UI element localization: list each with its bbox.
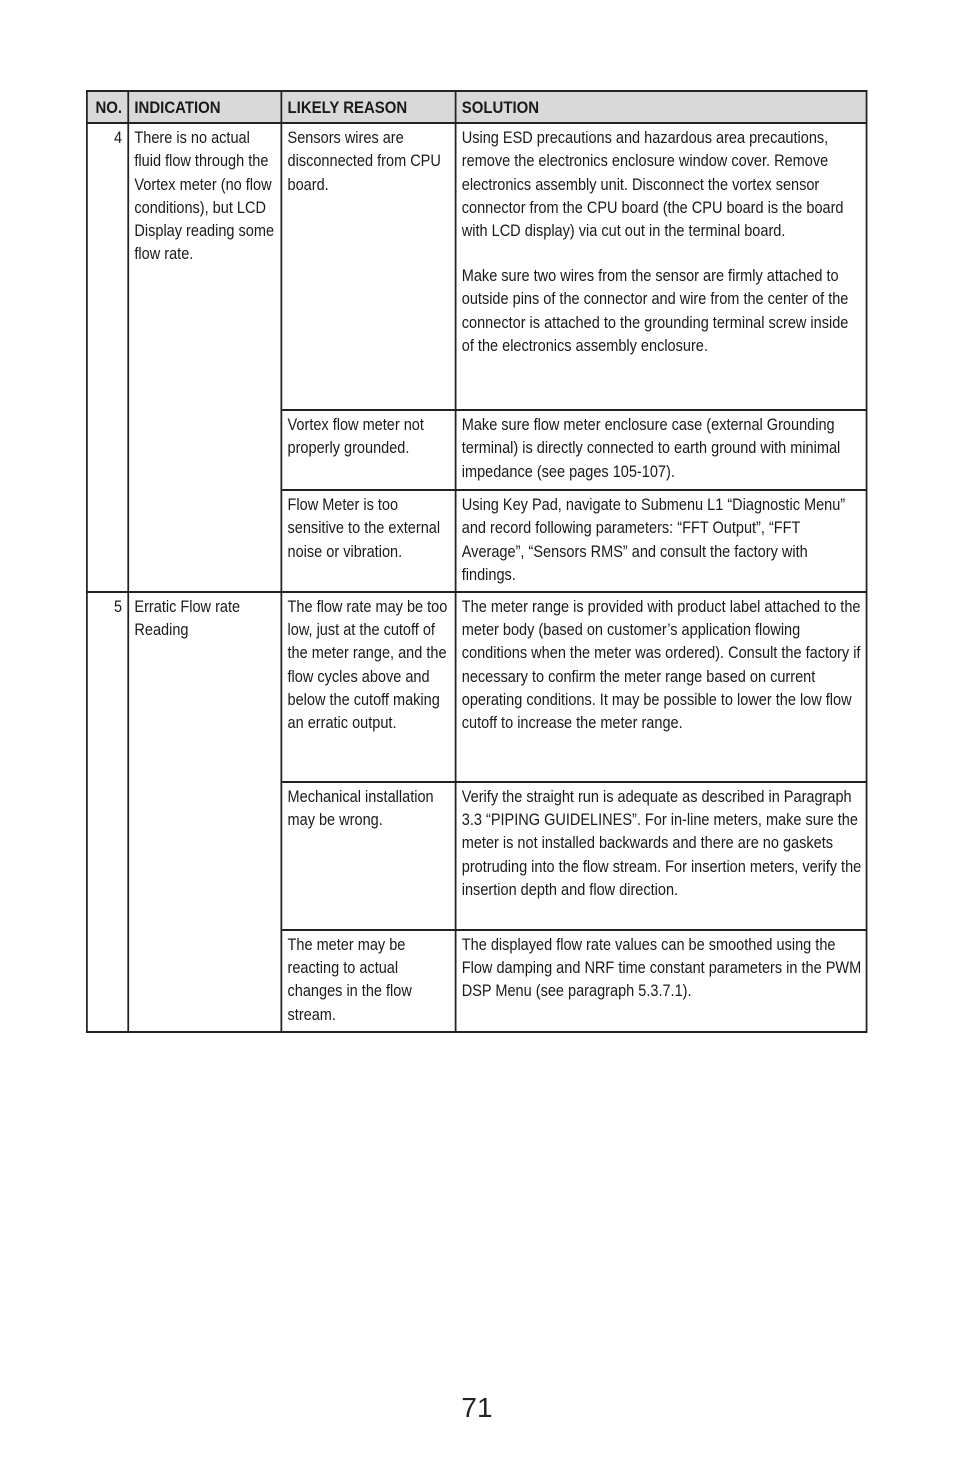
reason-cell: Flow Meter is too sensitive to the external noise or vibration. [281, 490, 455, 592]
table-header-row [87, 91, 867, 123]
header-indication: INDICATION [128, 91, 281, 123]
solution-cell [456, 490, 867, 592]
solution-paragraph: The displayed flow rate values can be smoothed using the Flow damping and NRF time constant parameters in the PWM DSP Menu (see paragraph 5.3.7.1). [461, 936, 862, 1001]
solution-cell [456, 592, 867, 782]
troubleshooting-table [86, 90, 867, 1033]
solution-paragraph: Verify the straight run is adequate as described in Paragraph 3.3 “PIPING GUIDELINES”. For in-line meters, make sure the meter is not installed backwards and there are no gaskets protruding into the flow stream. For insertion meters, verify the insertion depth and flow direction. [461, 788, 862, 899]
solution-cell [456, 123, 867, 410]
table-row [87, 592, 867, 782]
table-row [87, 123, 867, 410]
reason-cell: The flow rate may be too low, just at the cutoff of the meter range, and the flow cycles above and below the cutoff making an erratic output. [281, 592, 455, 782]
indication-cell: Erratic Flow rate Reading [128, 592, 281, 1032]
reason-cell: The meter may be reacting to actual changes in the flow stream. [281, 930, 455, 1032]
header-solution: SOLUTION [456, 91, 867, 123]
row-number: 4 [87, 123, 128, 592]
header-no: NO. [87, 91, 128, 123]
solution-paragraph: The meter range is provided with product label attached to the meter body (based on customer’s application flowing conditions when the meter was ordered). Consult the factory if necessary to confirm the meter range based on current operating conditions. It may be possible to lower the low flow cutoff to increase the meter range. [461, 598, 861, 733]
solution-paragraph: Using Key Pad, navigate to Submenu L1 “Diagnostic Menu” and record following parameters: “FFT Output”, “FFT Average”, “Sensors RMS” and consult the factory with findings. [461, 496, 846, 584]
reason-cell: Vortex flow meter not properly grounded. [281, 410, 455, 490]
page-number: 71 [461, 1392, 493, 1423]
reason-cell: Sensors wires are disconnected from CPU board. [281, 123, 455, 410]
solution-paragraph: Using ESD precautions and hazardous area precautions, remove the electronics enclosure window cover. Remove electronics assembly unit. Disconnect the vortex sensor connector from the CPU board (the CPU board is the board with LCD display) via cut out in the terminal board. [461, 129, 844, 241]
solution-cell [456, 782, 867, 930]
row-number: 5 [87, 592, 128, 1032]
solution-cell [456, 930, 867, 1032]
solution-paragraph: Make sure two wires from the sensor are firmly attached to outside pins of the connector and wire from the center of the connector is attached to the grounding terminal screw inside of the electronics assembly enclosure. [461, 267, 849, 355]
indication-cell: There is no actual fluid flow through the Vortex meter (no flow conditions), but LCD Display reading some flow rate. [128, 123, 281, 592]
header-likely-reason: LIKELY REASON [281, 91, 455, 123]
reason-cell: Mechanical installation may be wrong. [281, 782, 455, 930]
solution-cell [456, 410, 867, 490]
solution-paragraph: Make sure flow meter enclosure case (external Grounding terminal) is directly connected to earth ground with minimal impedance (see pages 105-107). [461, 416, 841, 481]
